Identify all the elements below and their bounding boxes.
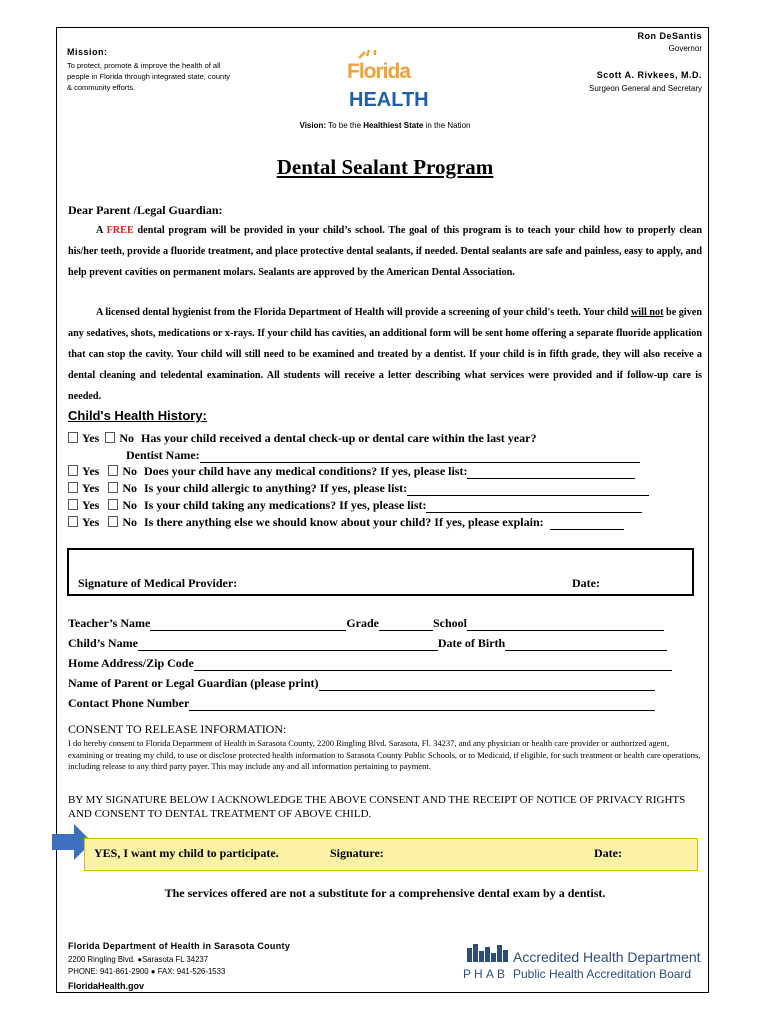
participate-yes-label: YES, I want my child to participate. [94, 846, 279, 860]
screening-paragraph: A licensed dental hygienist from the Florida Department of Health will provide a screening of your child's teeth. Your child will not be given any sedatives, shots, medications or x-rays. If your child has cavities, an additional form will be sent home offering a separate fluoride application that can stop the cavity. Your child will still need to be examined and treated by a dentist. If your child is in fifth grade, they will also receive a dental cleaning and teledental examination. All students will receive a letter describing what services were provided and if follow-up care is needed. [68, 307, 702, 402]
question-1: Yes No Has your child received a dental check-up or dental care within the last year? [68, 431, 536, 446]
yes-checkbox[interactable] [68, 499, 78, 510]
surgeon-general-title: Surgeon General and Secretary [589, 84, 702, 93]
medications-field[interactable] [426, 500, 642, 513]
teacher-row: Teacher’s Name Grade School [68, 616, 664, 631]
free-highlight: FREE [106, 225, 134, 236]
logo-text-florida: Florida [347, 60, 411, 83]
svg-text:P: P [463, 967, 472, 981]
footer-org-name: Florida Department of Health in Sarasota County [68, 941, 291, 951]
question-5: Yes No Is there anything else we should know about your child? If yes, please explain: [68, 515, 624, 530]
no-checkbox[interactable] [105, 432, 115, 443]
child-name-field[interactable] [138, 638, 438, 651]
phab-title: Accredited Health Department [513, 949, 701, 965]
no-checkbox[interactable] [108, 465, 118, 476]
consent-text: I do hereby consent to Florida Department of Health in Sarasota County, 2200 Ringling Blvd. Sarasota, Fl. 34237, and any physician or health care provider or authorized agent, examining or treating my child, to use or disclose protected health information to Sarasota County Public Schools, or to Medicaid, if eligible, for such treatment or health care operations, including release to any third party payer. This may include any and all information pertaining to payment. [68, 738, 701, 771]
yes-checkbox[interactable] [68, 516, 78, 527]
dentist-name-field[interactable] [200, 450, 640, 463]
greeting: Dear Parent /Legal Guardian: [68, 203, 223, 217]
vision-statement: Vision: To be the Healthiest State in the Nation [299, 121, 471, 130]
no-checkbox[interactable] [108, 482, 118, 493]
allergies-field[interactable] [407, 483, 649, 496]
question-4: Yes No Is your child taking any medications? If yes, please list: [68, 498, 642, 513]
participate-signature-label: Signature: [330, 846, 384, 860]
yes-checkbox[interactable] [68, 432, 78, 443]
governor-title: Governor [668, 44, 702, 53]
question-3: Yes No Is your child allergic to anything? If yes, please list: [68, 481, 649, 496]
logo-text-health: HEALTH [349, 89, 429, 111]
phone-field[interactable] [189, 698, 655, 711]
phab-accreditation-logo [461, 944, 703, 984]
phone-row: Contact Phone Number [68, 696, 655, 711]
question-2: Yes No Does your child have any medical conditions? If yes, please list: [68, 464, 635, 479]
provider-signature-label: Signature of Medical Provider: [78, 576, 238, 590]
parent-name-field[interactable] [319, 678, 655, 691]
health-history-heading: Child's Health History: [68, 408, 207, 423]
sun-rays-icon [359, 50, 375, 58]
yes-checkbox[interactable] [68, 465, 78, 476]
dentist-name-row: Dentist Name: [126, 448, 640, 463]
yes-checkbox[interactable] [68, 482, 78, 493]
grade-field[interactable] [379, 618, 433, 631]
svg-text:A: A [486, 967, 495, 981]
no-checkbox[interactable] [108, 516, 118, 527]
surgeon-general-name: Scott A. Rivkees, M.D. [596, 70, 702, 80]
acknowledgement-text: BY MY SIGNATURE BELOW I ACKNOWLEDGE THE ABOVE CONSENT AND THE RECEIPT OF NOTICE OF PRIVACY RIGHTS AND CONSENT TO DENTAL TREATMENT OF ABOVE CHILD. [68, 794, 686, 820]
services-disclaimer: The services offered are not a substitute for a comprehensive dental exam by a dentist. [164, 886, 606, 900]
conditions-field[interactable] [467, 466, 635, 479]
page-title: Dental Sealant Program [276, 155, 494, 179]
participate-date-label: Date: [594, 846, 622, 860]
no-checkbox[interactable] [108, 499, 118, 510]
footer-website[interactable]: FloridaHealth.gov [68, 981, 145, 991]
provider-date-label: Date: [572, 576, 600, 590]
dob-field[interactable] [505, 638, 667, 651]
svg-text:H: H [474, 967, 483, 981]
parent-row: Name of Parent or Legal Guardian (please print) [68, 676, 655, 691]
other-info-field[interactable] [550, 517, 624, 530]
school-field[interactable] [467, 618, 664, 631]
mission-heading: Mission: [67, 47, 108, 57]
intro-paragraph: A FREE dental program will be provided in your child’s school. The goal of this program is to teach your child how to properly clean his/her teeth, provide a fluoride treatment, and place protective dental sealants, if needed. Dental sealants are safe and painless, easy to apply, and help prevent cavities on permanent molars. Sealants are approved by the American Dental Association. [68, 225, 703, 278]
phab-subtitle: Public Health Accreditation Board [513, 967, 692, 981]
governor-name: Ron DeSantis [637, 31, 702, 41]
mission-text: To protect, promote & improve the health of all people in Florida through integrated state, county & community efforts. [67, 61, 231, 92]
footer-contact: 2200 Ringling Blvd. ●Sarasota FL 34237 PHONE: 941-861-2900 ● FAX: 941-526-1533 [68, 955, 226, 976]
consent-heading: CONSENT TO RELEASE INFORMATION: [68, 722, 287, 736]
child-row: Child’s Name Date of Birth [68, 636, 667, 651]
svg-text:B: B [497, 967, 506, 981]
address-row: Home Address/Zip Code [68, 656, 672, 671]
florida-health-logo [345, 50, 429, 112]
teacher-field[interactable] [150, 618, 346, 631]
address-field[interactable] [194, 658, 672, 671]
